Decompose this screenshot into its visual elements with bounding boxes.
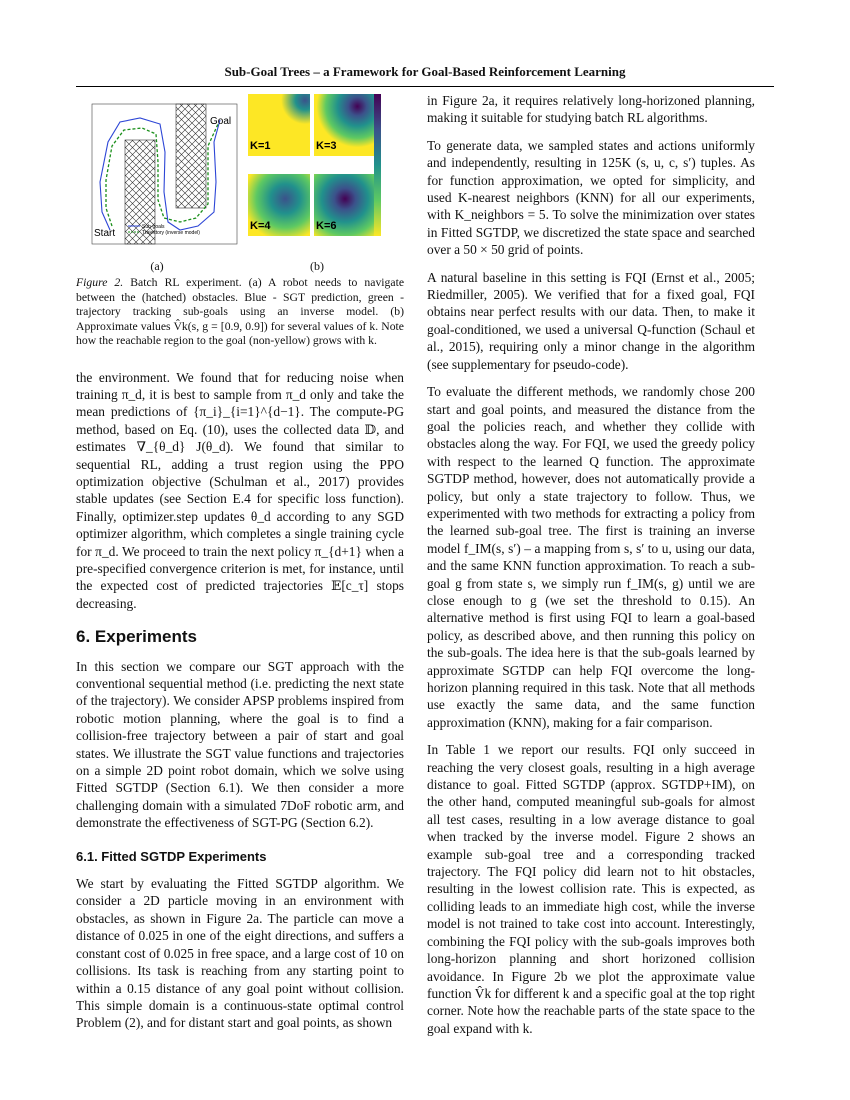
subfig-a-label: (a) [150,259,164,273]
legend-green: Trajectory (inverse model) [142,230,200,236]
heatmap-k4 [248,174,310,236]
k3-label: K=3 [316,139,337,152]
caption-text: Batch RL experiment. (a) A robot needs to navigate between the (hatched) obstacles. Blue - SGT prediction, green - trajectory tracking sub-goals using an inverse model. (b) Approximate values V̂k(s, g = [0.9, 0.9]) for several values of k. Note how the reachable region to the goal (non-yellow) grows with k. [76,276,405,347]
heatmap-k3 [314,94,376,156]
left-paragraph-2: In this section we compare our SGT approach with the conventional sequential method (i.e. predicting the next state of the trajectory). We consider APSP problems inspired from robotic motion planning, where the goal is to find a collision-free trajectory between a pair of start and goal states. We illustrate the SGT value functions and trajectories on a simple 2D point robot domain, which we solve using Fitted SGTDP (Section 6.1). We then consider a more challenging domain with a simulated 7DoF robotic arm, and demonstrate the effectiveness of SGT-PG (Section 6.2). [76,658,404,831]
k4-label: K=4 [250,219,271,232]
heatmap-k1 [248,94,310,156]
figure-2a-plot [80,102,240,252]
legend-blue: Sub-goals [142,224,165,230]
caption-label: Figure 2. [76,276,124,289]
figure-caption [76,276,404,349]
right-paragraph-5: In Table 1 we report our results. FQI only succeed in reaching the very closest goals, resulting in a high average distance to goal. Fitted SGTDP (approx. SGTDP+IM), on the other hand, computed meaningful sub-goals for almost all test cases, resulting in a low average distance to goal when tracked by the inverse model. Figure 2 shows an example sub-goal tree and a corresponding tracked trajectory. The FQI policy did learn not to hit obstacles, resulting in the lowest collision rate. This is expected, as colliding leads to an immediate high cost, while the inverse model is not trained to take cost into account. Interestingly, combining the FQI policy with the sub-goals improves both long-horizon planning and short horizoned collision avoidance. In Figure 2b we plot the approximate value function V̂k for different k and a specific goal at the top right corner. Note how the reachable parts of the state space to the goal expand with k. [427,742,755,1036]
goal-label: Goal [210,116,232,127]
running-header: Sub-Goal Trees – a Framework for Goal-Based Reinforcement Learning [76,64,774,87]
right-paragraph-2: To generate data, we sampled states and actions uniformly and independently, resulting in 125K (s, u, c, s′) tuples. As for function approximation, we opted for simplicity, and used K-nearest neighbors (KNN) for all our experiments, with K_neighbors = 5. To solve the minimization over states in Fitted SGTDP, we discretized the state space and searched over a 50 × 50 grid of points. [427,137,755,258]
colorbar [374,94,381,236]
subfig-b-label: (b) [310,259,324,273]
section-heading-experiments: 6. Experiments [76,627,197,647]
k6-label: K=6 [316,219,337,232]
k1-label: K=1 [250,139,271,152]
right-paragraph-3: A natural baseline in this setting is FQI (Ernst et al., 2005; Riedmiller, 2005). We verified that for a fixed goal, FQI obtains near perfect results with our data. Then, to make it goal-conditioned, we used a universal Q-function (Schaul et al., 2015), requiring only a minor change in the algorithm (see supplementary for pseudo-code). [427,269,755,372]
subsection-heading-fitted-sgtdp: 6.1. Fitted SGTDP Experiments [76,848,267,864]
left-paragraph-3: We start by evaluating the Fitted SGTDP algorithm. We consider a 2D particle moving in an environment with obstacles, as shown in Figure 2a. The particle can move a distance of 0.025 in one of the eight directions, and suffers a constant cost of 0.025 in free space, and a large cost of 10 on collisions. Its task is reaching from any starting point to within a 0.15 distance of any goal point without collision. This simple domain is a continuous-state optimal control Problem (2), and for distant start and goal points, as shown [76,876,404,1031]
right-column [427,92,755,1047]
left-paragraph-1: the environment. We found that for reducing noise when training π_d, it is best to sample from π_d only and take the mean predictions of {π_i}_{i=1}^{d−1}. The compute-PG method, based on Eq. (10), uses the collected data 𝔻, and estimates ∇_{θ_d} J(θ_d). We found that similar to sequential RL, adding a trust region using the PPO optimization objective (Schulman et al., 2017) provides stable updates (see Section E.4 for specific loss function). Finally, optimizer.step updates θ_d according to any SGD optimizer algorithm, which completes a single training cycle for π_d. We proceed to train the next policy π_{d+1} when a pre-specified convergence criterion is met, for instance, until the expected cost of predicted trajectories 𝔼[c_τ] stops decreasing. [76,369,404,611]
figure-2 [76,92,404,272]
start-label: Start [94,228,116,239]
obstacle-right [176,104,206,208]
heatmap-k6 [314,174,376,236]
right-paragraph-1: in Figure 2a, it requires relatively long-horizoned planning, making it suitable for studying batch RL algorithms. [427,93,755,126]
left-column [76,92,404,1042]
right-paragraph-4: To evaluate the different methods, we randomly chose 200 start and goal points, and measured the distance from the goal the policies reach, and whether they collide with obstacles along the way. For FQI, we used the greedy policy with respect to the learned Q function. The approximate SGTDP method, however, does not automatically provide a policy, but only a state trajectory to follow. Thus, we experimented with two methods for extracting a policy from the learned sub-goal tree. The first is training an inverse model f_IM(s, s′) – a mapping from s, s′ to u, using our data, and the same KNN function approximation. To reach a sub-goal g from state s, we simply run f_IM(s, g) until we are close enough to g (we set the threshold to 0.15). An alternative method is first using FQI to learn a goal-based policy, as described above, and then running this policy on the sub-goals. The idea here is that the sub-goals learned by approximate SGTDP can help FQI overcome the long-horizon planning required in this task. Note that all methods use exactly the same data, and the same function approximation (KNN), making for a fair comparison. [427,384,755,730]
